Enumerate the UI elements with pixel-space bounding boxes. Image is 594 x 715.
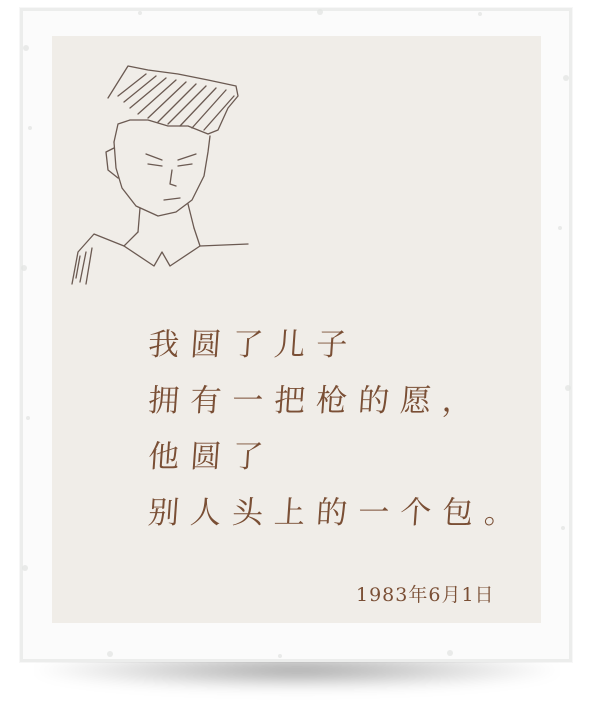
handwritten-poem bbox=[146, 327, 538, 554]
boy-portrait-sketch bbox=[58, 56, 268, 292]
poem-line: 拥有一把枪的愿， bbox=[146, 383, 486, 419]
poem-date: 1983年6月1日 bbox=[356, 584, 495, 606]
poem-line: 他圆了 bbox=[146, 439, 276, 475]
poem-line: 我圆了儿子 bbox=[146, 327, 360, 363]
poem-line: 别人头上的一个包。 bbox=[146, 495, 528, 531]
